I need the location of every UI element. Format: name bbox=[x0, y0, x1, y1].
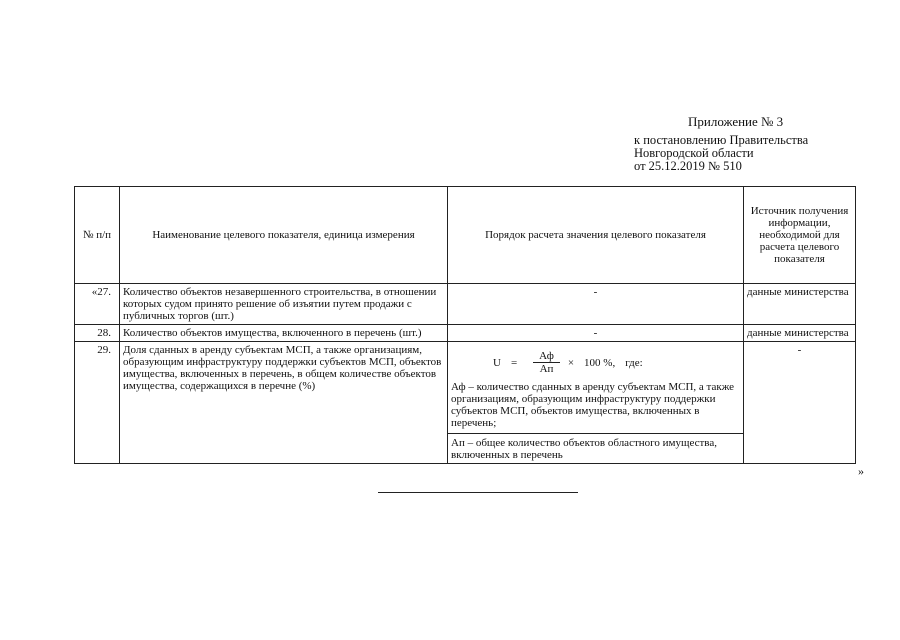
row-source: данные министерства bbox=[744, 284, 856, 325]
formula-factor: 100 %, bbox=[584, 356, 616, 369]
table-header-row bbox=[75, 187, 856, 284]
row-num: «27. bbox=[75, 284, 120, 325]
formula-fraction bbox=[533, 350, 560, 375]
appendix-line-1: к постановлению Правительства bbox=[634, 133, 809, 147]
table-row bbox=[75, 325, 856, 342]
appendix-line-3: от 25.12.2019 № 510 bbox=[634, 159, 742, 173]
appendix-line-2: Новгородской области bbox=[634, 146, 754, 160]
appendix-title: Приложение № 3 bbox=[688, 114, 784, 129]
formula bbox=[493, 350, 740, 375]
indicators-table bbox=[74, 186, 856, 464]
row-calc: - bbox=[448, 325, 744, 342]
document-end-line bbox=[378, 492, 578, 493]
formula-lhs: U bbox=[493, 356, 501, 369]
row-name: Количество объектов незавершенного строительства, в отношении которых судом принято решение об изъятии путем продажи с публичных торгов (шт.) bbox=[120, 284, 448, 325]
header-calc: Порядок расчета значения целевого показателя bbox=[448, 187, 744, 284]
definition-af: Аф – количество сданных в аренду субъектам МСП, а также организациям, образующим инфраструктуру поддержки субъектов МСП, объектов имущества, включенных в перечень; bbox=[451, 381, 735, 429]
row-source: данные министерства bbox=[744, 325, 856, 342]
row-name: Количество объектов имущества, включенного в перечень (шт.) bbox=[120, 325, 448, 342]
header-name: Наименование целевого показателя, единица измерения bbox=[120, 187, 448, 284]
row-num: 28. bbox=[75, 325, 120, 342]
formula-eq: = bbox=[510, 356, 518, 369]
definition-ap: Ап – общее количество объектов областного имущества, включенных в перечень bbox=[448, 433, 743, 461]
formula-denominator: Ап bbox=[539, 363, 554, 375]
row-calc: - bbox=[448, 284, 744, 325]
table-row bbox=[75, 342, 856, 464]
row-source: - bbox=[744, 342, 856, 464]
table-row bbox=[75, 284, 856, 325]
row-calc bbox=[448, 342, 744, 464]
formula-tail: где: bbox=[625, 356, 643, 369]
appendix-header bbox=[634, 115, 808, 173]
header-source: Источник получения информации, необходимой для расчета целевого показателя bbox=[744, 187, 856, 284]
closing-quote: » bbox=[858, 464, 864, 478]
row-name: Доля сданных в аренду субъектам МСП, а также организациям, образующим инфраструктуру поддержки субъектов МСП, объектов имущества, включенных в перечень, в общем количестве объектов имущества, содержащихся в перечне (%) bbox=[120, 342, 448, 464]
formula-times: × bbox=[567, 356, 575, 369]
formula-numerator: Аф bbox=[533, 350, 560, 363]
header-num: № п/п bbox=[75, 187, 120, 284]
row-num: 29. bbox=[75, 342, 120, 464]
